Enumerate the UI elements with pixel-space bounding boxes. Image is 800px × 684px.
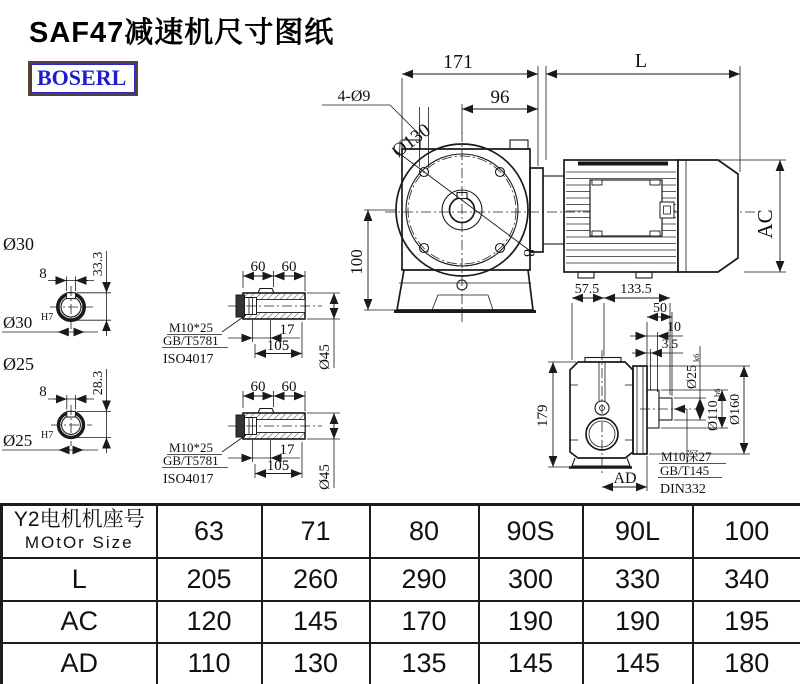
table-cell: 180 (693, 643, 800, 684)
table-header-row (2, 505, 800, 558)
table-cell: 130 (262, 643, 370, 684)
table-cell: 145 (262, 601, 370, 643)
table-col-63: 63 (157, 505, 262, 558)
bore30-bore: Ø30 (3, 313, 33, 332)
table-col-90S: 90S (479, 505, 583, 558)
table-cell: 195 (693, 601, 800, 643)
bore30-key-height: 33.3 (91, 251, 106, 277)
table-col-90L: 90L (583, 505, 693, 558)
shaft1-total-len: 105 (266, 338, 290, 354)
shaft1-screw: M10*25 (169, 320, 214, 335)
table-col-100: 100 (693, 505, 800, 558)
dim-171: 171 (443, 51, 473, 73)
bore-section-25 (2, 354, 111, 453)
shaft1-thread-len: 17 (279, 322, 295, 338)
shaft1-len-a: 60 (250, 259, 266, 275)
label-4-o9: 4-Ø9 (337, 88, 371, 105)
table-cell: 145 (479, 643, 583, 684)
flange-dia: Ø160 (728, 393, 743, 425)
side-standard-2: DIN332 (660, 482, 706, 497)
table-cell: 340 (693, 558, 800, 601)
bore25-key-height: 28.3 (91, 370, 106, 396)
dim-10: 10 (667, 320, 681, 335)
shaft2-thread-len: 17 (279, 442, 295, 458)
table-cell: 260 (262, 558, 370, 601)
shaft2-len-a: 60 (250, 379, 266, 395)
table-row-AD (2, 643, 800, 684)
bore25-title: Ø25 (3, 354, 34, 374)
dim-179: 179 (535, 404, 551, 427)
shaft2-total-len: 105 (266, 458, 290, 474)
shaft2-standard-1: GB/T5781 (163, 453, 219, 468)
table-cell: 330 (583, 558, 693, 601)
side-view-labels (535, 282, 743, 497)
side-standard-1: GB/T145 (660, 463, 710, 478)
dim-AD: AD (613, 470, 637, 487)
front-view-linework (322, 66, 786, 322)
tapped-hole: M10深27 (661, 449, 712, 464)
shaft-dia: Ø25 (685, 364, 700, 389)
spigot-fit: h6 (712, 388, 722, 397)
header-en: MOtOr Size (24, 533, 134, 553)
label-o130: Ø130 (388, 119, 435, 162)
row-label-AD: AD (2, 643, 157, 684)
dim-50: 50 (653, 301, 667, 316)
table-cell: 135 (370, 643, 479, 684)
table-cell: 190 (479, 601, 583, 643)
shaft1-len-b: 60 (281, 259, 297, 275)
table-cell: 205 (157, 558, 262, 601)
dim-100: 100 (347, 249, 366, 275)
row-label-L: L (2, 558, 157, 601)
shaft2-len-b: 60 (281, 379, 297, 395)
brand-logo: BOSERL (28, 61, 138, 96)
table-col-80: 80 (370, 505, 479, 558)
bore25-fit: H7 (41, 430, 54, 441)
table-cell: 120 (157, 601, 262, 643)
spigot-dia: Ø110 (706, 400, 721, 431)
shaft1-standard-1: GB/T5781 (163, 333, 219, 348)
shaft2-screw: M10*25 (169, 440, 214, 455)
dim-133-5: 133.5 (620, 282, 652, 297)
shaft1-standard-2: ISO4017 (163, 352, 214, 367)
bore30-key-width: 8 (39, 266, 47, 282)
header-cn: Y2电机机座号 (13, 508, 145, 532)
table-cell: 290 (370, 558, 479, 601)
shaft-detail-1 (162, 259, 340, 370)
table-cell: 170 (370, 601, 479, 643)
bore30-title: Ø30 (3, 234, 34, 254)
row-label-AC: AC (2, 601, 157, 643)
table-cell: 145 (583, 643, 693, 684)
shaft2-standard-2: ISO4017 (163, 472, 214, 487)
shaft-fit: k6 (691, 353, 701, 362)
table-row-L (2, 558, 800, 601)
bore-section-30 (2, 234, 111, 336)
shaft1-dia: Ø45 (317, 344, 333, 370)
bore30-fit: H7 (41, 312, 54, 323)
table-cell: 110 (157, 643, 262, 684)
dim-AC: AC (753, 209, 777, 239)
label-8-rot: 8 (520, 249, 537, 257)
bore25-bore: Ø25 (3, 431, 33, 450)
table-col-71: 71 (262, 505, 370, 558)
table-header-motor-size (2, 505, 157, 558)
dimension-table (0, 503, 800, 684)
table-cell: 300 (479, 558, 583, 601)
shaft2-dia: Ø45 (317, 464, 333, 490)
dim-57-5: 57.5 (574, 282, 600, 297)
table-cell: 190 (583, 601, 693, 643)
shaft-detail-2 (162, 379, 340, 490)
table-row-AC (2, 601, 800, 643)
page-title: SAF47减速机尺寸图纸 (29, 17, 335, 49)
bore25-key-width: 8 (39, 384, 47, 400)
dim-3-5: 3.5 (661, 336, 679, 351)
dim-96: 96 (490, 87, 510, 108)
dim-L: L (634, 50, 648, 72)
